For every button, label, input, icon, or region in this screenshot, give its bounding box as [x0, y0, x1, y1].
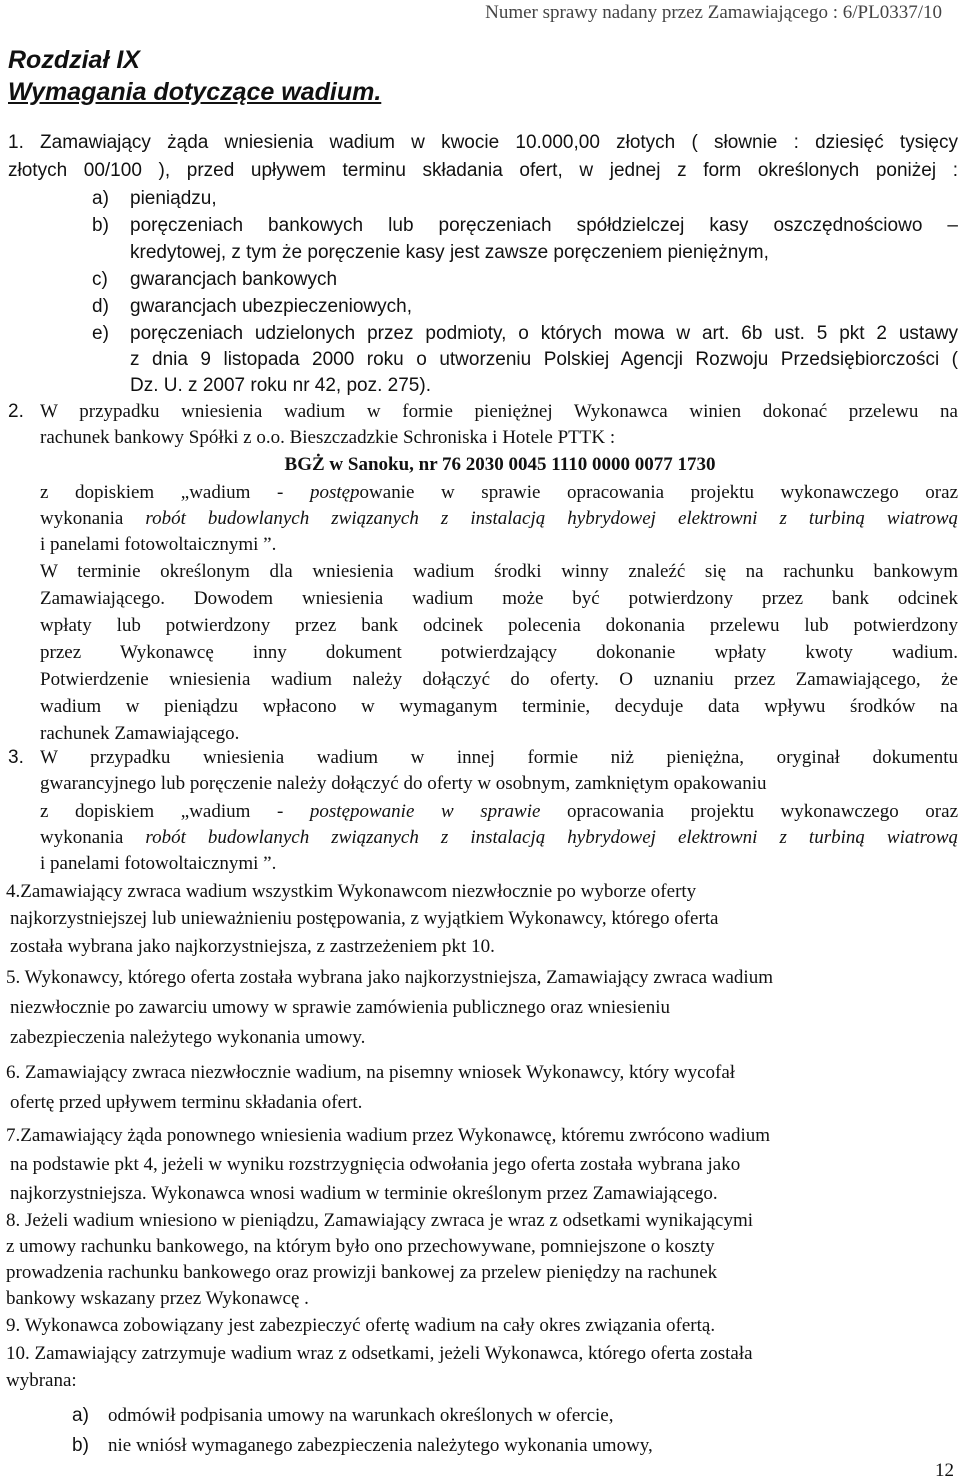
section-2-text-line-6: wadium w pieniądzu wpłacono w wymaganym terminie, decyduje data wpływu środków na — [40, 696, 958, 717]
chapter-heading: Wymagania dotyczące wadium. — [8, 78, 382, 106]
section-2-text-line-4: przez Wykonawcę inny dokument potwierdzający dokonanie wpłaty kwoty wadium. — [40, 642, 958, 663]
item-b-line-1: poręczeniach bankowych lub poręczeniach spółdzielczej kasy oszczędnościowo – — [130, 215, 958, 236]
section-2-text-line-5: Potwierdzenie wniesienia wadium należy dołączyć do oferty. O uznaniu przez Zamawiającego, że — [40, 669, 958, 690]
section-3-note-line-1: z dopiskiem „wadium - postępowanie w sprawie opracowania projektu wykonawczego oraz — [40, 801, 958, 822]
section-2-line-1: W przypadku wniesienia wadium w formie pieniężnej Wykonawca winien dokonać przelewu na — [40, 401, 958, 422]
item-b-label: b) — [92, 215, 109, 236]
section-8-line-1: 8. Jeżeli wadium wniesiono w pieniądzu, Zamawiający zwraca je wraz z odsetkami wynikającymi — [6, 1210, 754, 1231]
section-10-item-b-text: nie wniósł wymaganego zabezpieczenia należytego wykonania umowy, — [108, 1435, 653, 1456]
section-2-note-line-1: z dopiskiem „wadium - postępowanie w sprawie opracowania projektu wykonawczego oraz — [40, 482, 959, 503]
section-2-text-line-7: rachunek Zamawiającego. — [40, 723, 240, 744]
item-b-line-2: kredytowej, z tym że poręczenie kasy jest zawsze poręczeniem pieniężnym, — [130, 242, 769, 263]
section-2-number: 2. — [8, 401, 24, 422]
section-10-item-b-label: b) — [72, 1435, 89, 1456]
item-e-line-3: Dz. U. z 2007 roku nr 42, poz. 275). — [130, 375, 431, 396]
item-a-text: pieniądzu, — [130, 188, 217, 209]
chapter-number: Rozdział IX — [8, 46, 140, 74]
section-4-line-2: najkorzystniejszej lub unieważnieniu postępowania, z wyjątkiem Wykonawcy, którego oferta — [10, 908, 719, 929]
section-2-line-2: rachunek bankowy Spółki z o.o. Bieszczadzkie Schroniska i Hotele PTTK : — [40, 427, 616, 448]
section-3-note-line-2: wykonania robót budowlanych związanych z instalacją hybrydowej elektrowni z turbiną wiatrową — [40, 827, 958, 848]
item-c-label: c) — [92, 269, 108, 290]
section-4-line-1: 4.Zamawiający zwraca wadium wszystkim Wykonawcom niezwłocznie po wyborze oferty — [6, 881, 697, 902]
section-5-line-3: zabezpieczenia należytego wykonania umowy. — [10, 1027, 366, 1048]
page-number: 12 — [935, 1460, 954, 1481]
section-10-item-a-text: odmówił podpisania umowy na warunkach określonych w ofercie, — [108, 1405, 614, 1426]
section-8-line-4: bankowy wskazany przez Wykonawcę . — [6, 1288, 309, 1309]
section-2-text-line-1: W terminie określonym dla wniesienia wadium środki winny znaleźć się na rachunku bankowym — [40, 561, 958, 582]
item-e-line-2: z dnia 9 listopada 2000 roku o utworzeniu Polskiej Agencji Rozwoju Przedsiębiorczości ( — [130, 349, 958, 370]
section-5-line-1: 5. Wykonawcy, którego oferta została wybrana jako najkorzystniejsza, Zamawiający zwraca wadium — [6, 967, 773, 988]
section-1-line-1: 1. Zamawiający żąda wniesienia wadium w kwocie 10.000,00 złotych ( słownie : dziesięć tysięcy — [8, 132, 958, 153]
item-d-label: d) — [92, 296, 109, 317]
section-3-number: 3. — [8, 747, 24, 768]
section-2-note-line-2: wykonania robót budowlanych związanych z instalacją hybrydowej elektrowni z turbiną wiatrową — [40, 508, 958, 529]
item-a-label: a) — [92, 188, 109, 209]
section-7-line-3: najkorzystniejsza. Wykonawca wnosi wadium w terminie określonym przez Zamawiającego. — [10, 1183, 718, 1204]
section-3-line-1: W przypadku wniesienia wadium w innej formie niż pieniężna, oryginał dokumentu — [40, 747, 958, 768]
case-number-header: Numer sprawy nadany przez Zamawiającego : 6/PL0337/10 — [485, 2, 942, 23]
section-3-line-2: gwarancyjnego lub poręczenie należy dołączyć do oferty w osobnym, zamkniętym opakowaniu — [40, 773, 767, 794]
item-e-line-1: poręczeniach udzielonych przez podmioty, o których mowa w art. 6b ust. 5 pkt 2 ustawy — [130, 323, 958, 344]
section-10-line-1: 10. Zamawiający zatrzymuje wadium wraz z odsetkami, jeżeli Wykonawca, którego oferta została — [6, 1343, 753, 1364]
section-8-line-2: z umowy rachunku bankowego, na którym było ono przechowywane, pomniejszone o koszty — [6, 1236, 715, 1257]
chapter-title — [8, 44, 381, 108]
section-5-line-2: niezwłocznie po zawarciu umowy w sprawie zamówienia publicznego oraz wniesieniu — [10, 997, 670, 1018]
section-2-text-line-2: Zamawiającego. Dowodem wniesienia wadium może być potwierdzony przez bank odcinek — [40, 588, 958, 609]
section-10-item-a-label: a) — [72, 1405, 89, 1426]
section-2-text-line-3: wpłaty lub potwierdzony przez bank odcinek polecenia dokonania przelewu lub potwierdzony — [40, 615, 958, 636]
section-9-line-1: 9. Wykonawca zobowiązany jest zabezpieczyć ofertę wadium na cały okres związania ofertą. — [6, 1315, 716, 1336]
item-d-text: gwarancjach ubezpieczeniowych, — [130, 296, 412, 317]
item-e-label: e) — [92, 323, 109, 344]
bank-account: BGŻ w Sanoku, nr 76 2030 0045 1110 0000 0077 1730 — [284, 454, 716, 475]
section-6-line-1: 6. Zamawiający zwraca niezwłocznie wadium, na pisemny wniosek Wykonawcy, który wycofał — [6, 1062, 736, 1083]
section-8-line-3: prowadzenia rachunku bankowego oraz prowizji bankowej za przelew pieniędzy na rachunek — [6, 1262, 718, 1283]
section-3-note-line-3: i panelami fotowoltaicznymi ”. — [40, 853, 277, 874]
section-6-line-2: ofertę przed upływem terminu składania ofert. — [10, 1092, 363, 1113]
section-2-note-line-3: i panelami fotowoltaicznymi ”. — [40, 534, 277, 555]
section-10-line-2: wybrana: — [6, 1370, 77, 1391]
section-7-line-2: na podstawie pkt 4, jeżeli w wyniku rozstrzygnięcia odwołania jego oferta została wybrana jako — [10, 1154, 741, 1175]
section-4-line-3: została wybrana jako najkorzystniejsza, z zastrzeżeniem pkt 10. — [10, 936, 495, 957]
section-7-line-1: 7.Zamawiający żąda ponownego wniesienia wadium przez Wykonawcę, któremu zwrócono wadium — [6, 1125, 771, 1146]
section-1-line-2: złotych 00/100 ), przed upływem terminu składania ofert, w jednej z form określonych poniżej : — [8, 160, 958, 181]
item-c-text: gwarancjach bankowych — [130, 269, 338, 290]
